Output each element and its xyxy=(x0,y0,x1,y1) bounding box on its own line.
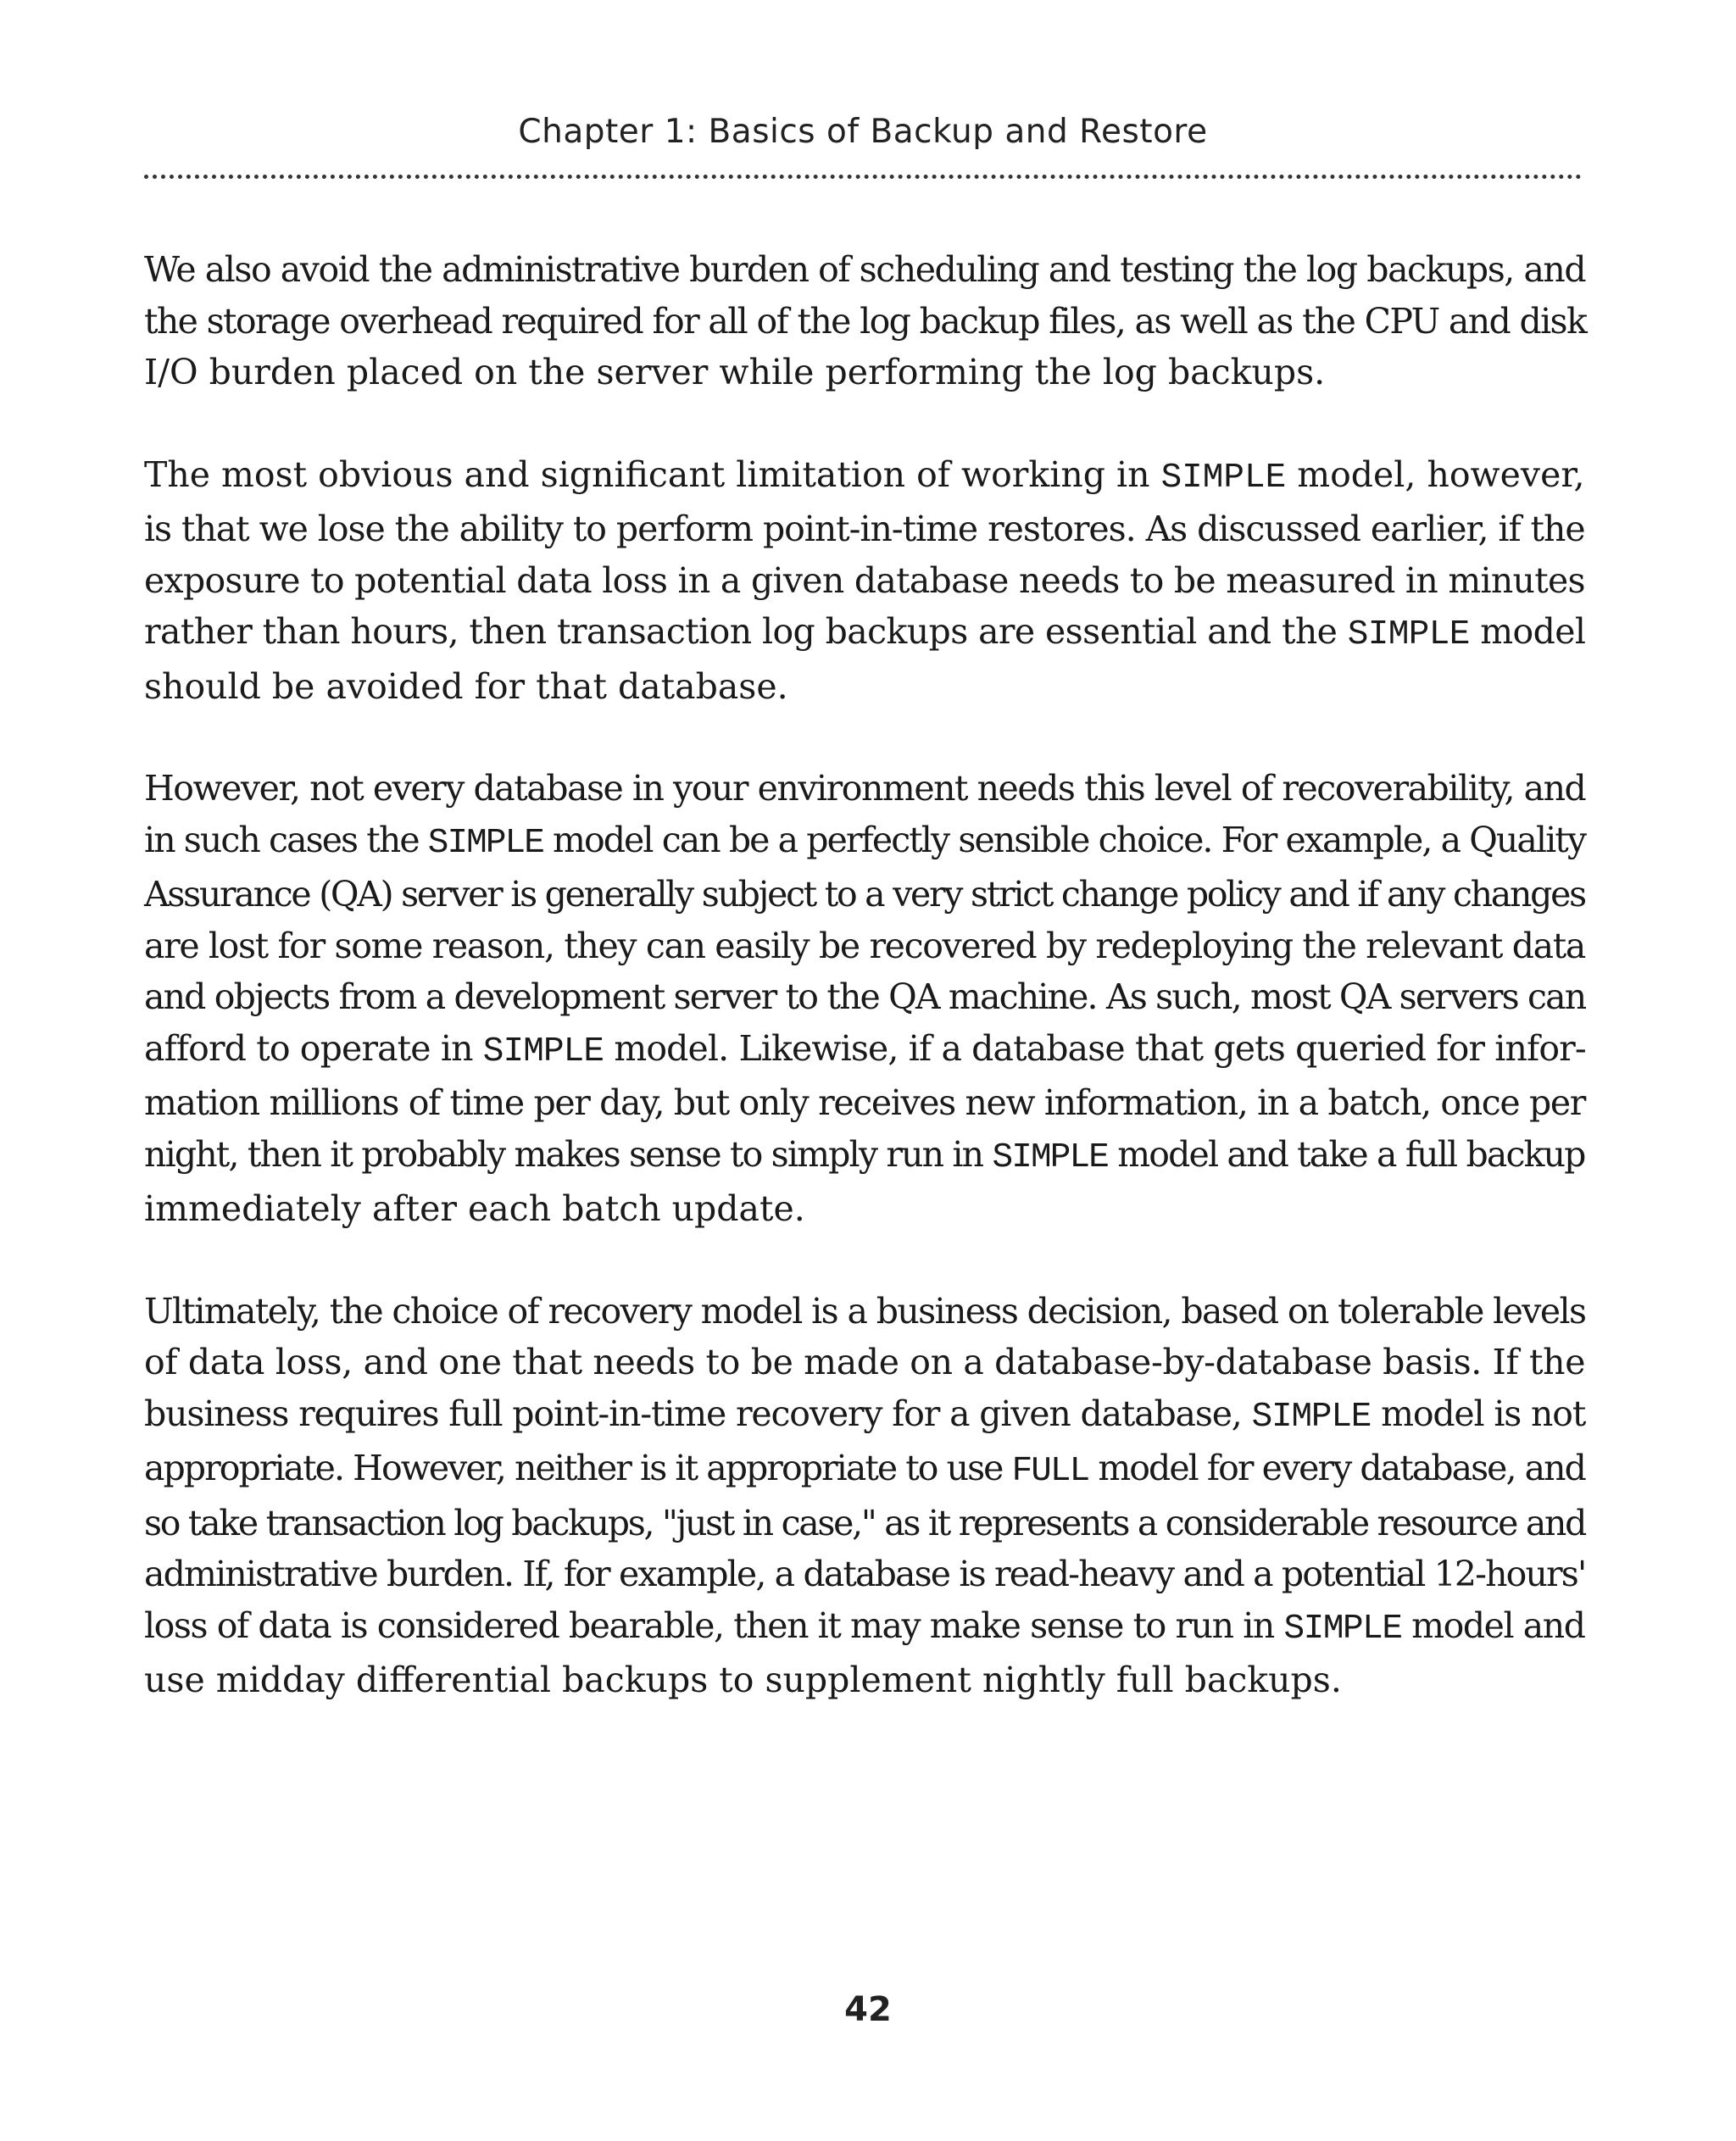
text-run: of data loss, and one that needs to be made on a database-by-database basis. If the xyxy=(144,1342,1586,1382)
text-run: Assurance (QA) server is generally subject to a very strict change policy and if any changes xyxy=(144,874,1585,915)
text-run: business requires full point-in-time recovery for a given database, xyxy=(144,1393,1252,1434)
page-number: 42 xyxy=(844,1990,892,2029)
text-line xyxy=(144,1498,1585,1549)
text-line xyxy=(144,1600,1585,1655)
text-line xyxy=(144,869,1585,920)
inline-code: SIMPLE xyxy=(427,823,543,863)
inline-code: SIMPLE xyxy=(1283,1609,1402,1649)
text-run: model and take a full backup xyxy=(1108,1133,1585,1175)
text-run: The most obvious and significant limitation of working in xyxy=(144,453,1161,495)
inline-code: SIMPLE xyxy=(992,1137,1109,1177)
paragraph xyxy=(144,763,1585,1235)
text-run: so take transaction log backups, "just in case," as it represents a considerable resource and xyxy=(144,1502,1586,1543)
body-text xyxy=(144,244,1585,1757)
text-run: use midday differential backups to supplement nightly full backups. xyxy=(144,1660,1342,1700)
text-run: afford to operate in xyxy=(144,1027,483,1069)
text-run: administrative burden. If, for example, a database is read-heavy and a potential 12-hours' xyxy=(144,1554,1586,1594)
text-run: is that we lose the ability to perform point-in-time restores. As discussed earlier, if the xyxy=(144,509,1585,549)
text-run: night, then it probably makes sense to simply run in xyxy=(144,1133,993,1175)
text-run: immediately after each batch update. xyxy=(144,1188,805,1229)
inline-code: SIMPLE xyxy=(1160,458,1287,498)
text-run: I/O burden placed on the server while performing the log backups. xyxy=(144,352,1326,392)
text-run: model xyxy=(1469,611,1586,652)
text-run: model, however, xyxy=(1286,453,1585,495)
text-line xyxy=(144,1183,1585,1235)
inline-code: FULL xyxy=(1011,1452,1089,1491)
text-run: the storage overhead required for all of the log backup files, as well as the CPU and disk xyxy=(144,300,1587,342)
text-run: model for every database, and xyxy=(1088,1448,1585,1488)
text-line xyxy=(144,763,1585,815)
text-line xyxy=(144,555,1585,607)
text-line xyxy=(144,1077,1585,1129)
text-line xyxy=(144,920,1585,972)
text-run: model is not xyxy=(1371,1393,1586,1434)
text-run: Ultimately, the choice of recovery model is a business decision, based on tolerable levels xyxy=(144,1290,1586,1332)
text-line xyxy=(144,971,1585,1023)
text-line xyxy=(144,347,1585,398)
text-line xyxy=(144,1654,1585,1706)
text-line xyxy=(144,1129,1585,1184)
text-run: model and xyxy=(1401,1604,1585,1646)
text-line xyxy=(144,296,1585,348)
running-header: Chapter 1: Basics of Backup and Restore xyxy=(518,113,1208,151)
paragraph xyxy=(144,244,1585,398)
inline-code: SIMPLE xyxy=(482,1032,604,1071)
text-run: However, not every database in your environment needs this level of recoverability, and xyxy=(144,768,1586,809)
text-line xyxy=(144,1443,1585,1498)
text-run: should be avoided for that database. xyxy=(144,665,788,707)
text-run: model can be a perfectly sensible choice. For example, a Quality xyxy=(542,819,1586,860)
text-run: We also avoid the administrative burden of scheduling and testing the log backups, and xyxy=(144,249,1586,290)
header-dotted-rule xyxy=(144,175,1582,179)
text-line xyxy=(144,1549,1585,1600)
text-run: appropriate. However, neither is it appropriate to use xyxy=(144,1448,1012,1488)
paragraph xyxy=(144,1286,1585,1706)
text-line xyxy=(144,815,1585,870)
text-line xyxy=(144,1337,1585,1388)
text-line xyxy=(144,244,1585,296)
text-run: and objects from a development server to the QA machine. As such, most QA servers can xyxy=(144,976,1586,1017)
text-run: in such cases the xyxy=(144,819,428,860)
text-line xyxy=(144,606,1585,661)
text-line xyxy=(144,1023,1585,1078)
text-run: loss of data is considered bearable, then it may make sense to run in xyxy=(144,1604,1284,1646)
text-run: model. Likewise, if a database that gets queried for infor- xyxy=(604,1027,1586,1069)
text-run: exposure to potential data loss in a given database needs to be measured in minutes xyxy=(144,559,1585,601)
text-run: rather than hours, then transaction log backups are essential and the xyxy=(144,611,1348,652)
text-line xyxy=(144,449,1585,504)
inline-code: SIMPLE xyxy=(1347,615,1470,654)
text-run: are lost for some reason, they can easily be recovered by redeploying the relevant data xyxy=(144,925,1585,966)
text-line xyxy=(144,1388,1585,1443)
text-run: mation millions of time per day, but only receives new information, in a batch, once per xyxy=(144,1082,1585,1123)
inline-code: SIMPLE xyxy=(1251,1397,1372,1437)
text-line xyxy=(144,1286,1585,1337)
text-line xyxy=(144,661,1585,713)
text-line xyxy=(144,503,1585,555)
paragraph xyxy=(144,449,1585,713)
